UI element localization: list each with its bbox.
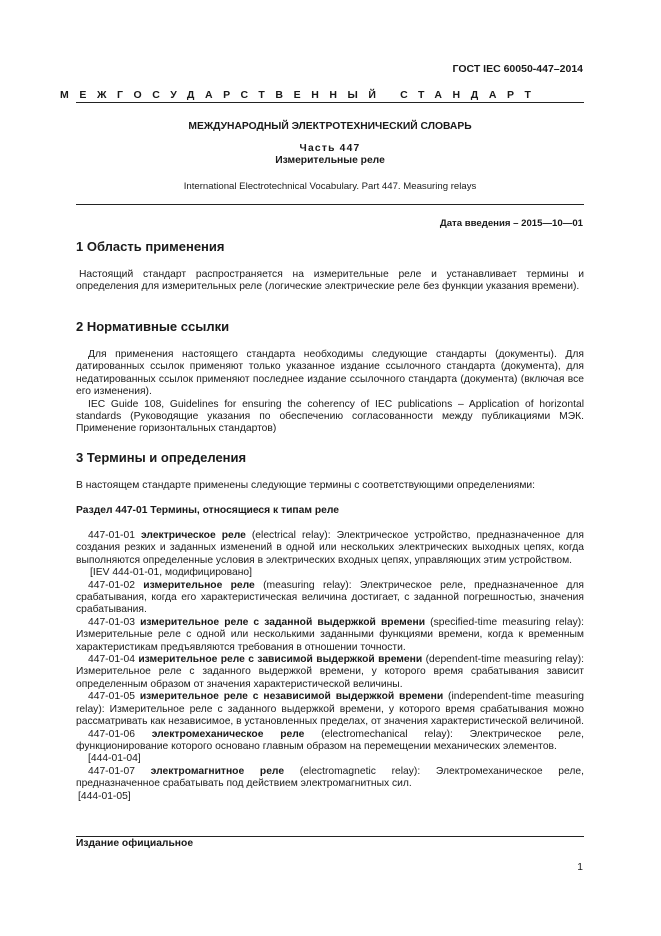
term-definition: (measuring relay): Электрическое реле, предназначенное для срабатывания, когда его характеристическая величина достигает, с заданной погрешностью, значения срабатывания. [76, 579, 584, 616]
section-1-heading: 1 Область применения [76, 239, 225, 254]
title-rule [76, 204, 584, 205]
page-number: 1 [577, 862, 583, 873]
part-title: Измерительные реле [275, 155, 385, 166]
official-edition-label: Издание официальное [76, 838, 194, 849]
term-definition: (independent-time measuring relay): Измерительное реле с заданного выдержкой времени, у которого время срабатывания можно рассматривать как независимое, в установленных пределах, от значения характеристической величиной. [76, 691, 585, 728]
subsection-heading: Раздел 447-01 Термины, относящиеся к типам реле [76, 505, 339, 516]
term-entry [76, 530, 584, 567]
footer-rule [76, 836, 584, 837]
term-entry [76, 617, 584, 654]
term-definition: (electrical relay): Электрическое устройство, предназначенное для создания резких и заданных изменений в одной или нескольких электрических выходных цепях, когда выполняются определенные условия в электрических входных цепях, управляющих этим устройством. [76, 530, 584, 566]
english-title: International Electrotechnical Vocabulary. Part 447. Measuring relays [183, 181, 477, 192]
standard-id: ГОСТ IEC 60050-447–2014 [452, 63, 583, 75]
term-entry [76, 580, 584, 617]
term-reference: [444-01-04] [88, 753, 141, 765]
term-name: измерительное реле с заданной выдержкой времени [140, 616, 426, 628]
section-3-heading: 3 Термины и определения [76, 450, 247, 465]
term-code: 447-01-06 [88, 728, 135, 740]
term-reference: [444-01-05] [78, 790, 131, 802]
paragraph: IEC Guide 108, Guidelines for ensuring the coherency of IEC publications – Application of horizontal standards (Руководящие указания по обеспечению согласованности между публикациями МЭК. Применение горизонтальных стандартов) [76, 398, 584, 435]
term-entry [76, 729, 584, 754]
section-3-intro [76, 480, 584, 492]
term-code: 447-01-01 [88, 530, 135, 541]
section-2-heading: 2 Нормативные ссылки [76, 319, 230, 334]
term-code: 447-01-05 [88, 691, 135, 703]
term-name: измерительное реле [143, 579, 255, 591]
section-1-text [76, 269, 584, 294]
term-entry [76, 766, 584, 791]
introduction-date: Дата введения – 2015—10—01 [439, 218, 583, 229]
interstate-standard-banner: МЕЖГОСУДАРСТВЕННЫЙ СТАНДАРТ [60, 89, 542, 101]
term-code: 447-01-03 [88, 616, 135, 628]
term-entry [76, 691, 584, 728]
term-definition: (electromagnetic relay): Электромеханическое реле, предназначенное срабатывать под действием электромагнитных сил. [76, 765, 584, 790]
header-rule [76, 102, 584, 103]
term-reference: [IEV 444-01-01, модифицировано] [90, 567, 253, 579]
paragraph: Для применения настоящего стандарта необходимы следующие стандарты (документы). Для датированных ссылок применяют только указанное издание ссылочного стандарта (документа), для недатированных ссылок применяют последнее издание ссылочного стандарта (документа) (включая все его изменения). [76, 349, 584, 398]
terms-list [76, 530, 584, 803]
term-name: электромеханическое реле [151, 728, 305, 740]
term-name: измерительное реле с независимой выдержкой времени [139, 691, 444, 703]
term-entry [76, 654, 584, 691]
term-name: измерительное реле с зависимой выдержкой времени [138, 654, 423, 666]
term-code: 447-01-07 [88, 765, 135, 777]
term-definition: (electromechanical relay): Электрическое реле, функционирование которого основано главным образом на перемещении механических элементов. [76, 728, 584, 752]
term-code: 447-01-04 [88, 654, 135, 666]
term-code: 447-01-02 [88, 579, 135, 591]
term-definition: (specified-time measuring relay): Измерительные реле с одной или несколькими заданными функциями времени, когда к временным характеристикам предъявляются требования в отношении точности. [76, 616, 585, 653]
paragraph: Настоящий стандарт распространяется на измерительные реле и устанавливает термины и определения для измерительных реле (логические электрические реле без функции указания времени). [76, 269, 584, 293]
document-title: МЕЖДУНАРОДНЫЙ ЭЛЕКТРОТЕХНИЧЕСКИЙ СЛОВАРЬ [188, 121, 472, 132]
paragraph: В настоящем стандарте применены следующие термины с соответствующими определениями: [76, 480, 536, 491]
term-name: электромагнитное реле [150, 765, 285, 777]
term-name: электрическое реле [140, 530, 246, 541]
part-number: Часть 447 [299, 143, 361, 154]
section-2-text [76, 349, 584, 436]
term-definition: (dependent-time measuring relay): Измерительное реле с заданного выдержкой времени, у которого время срабатывания зависит определенным образом от значения характеристической величины. [76, 654, 584, 690]
